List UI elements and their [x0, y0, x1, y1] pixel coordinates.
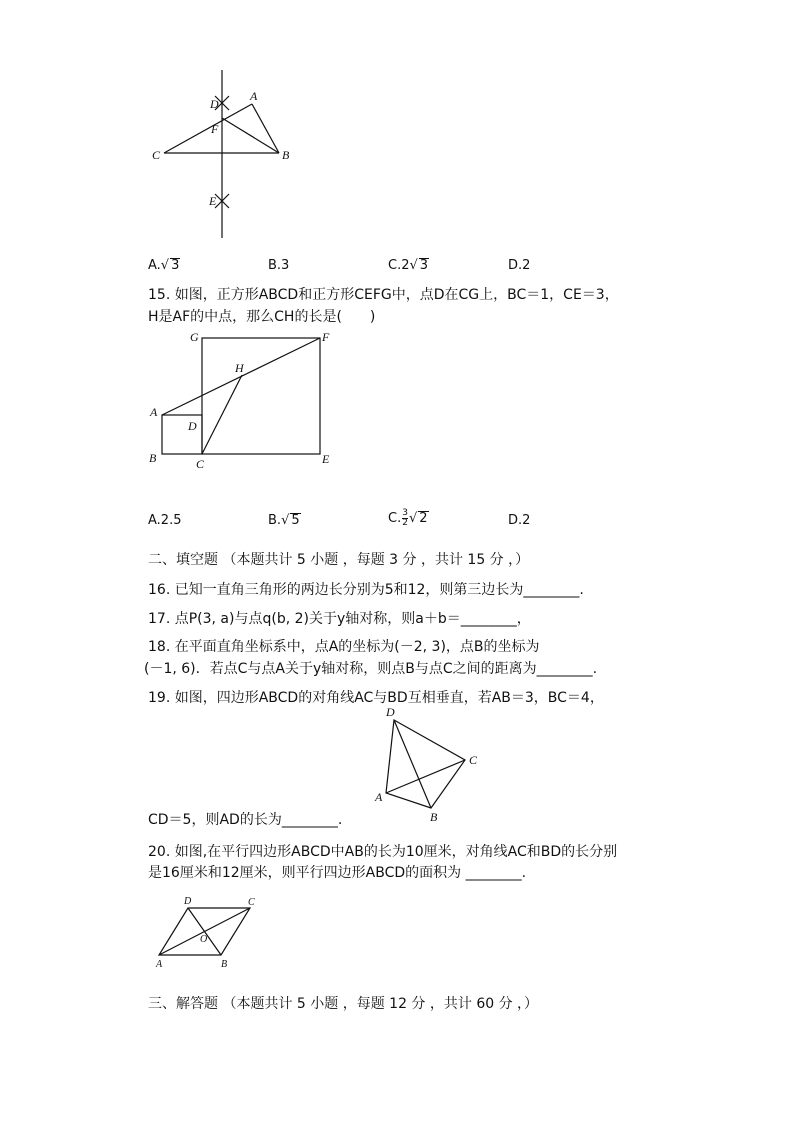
fig15-label-A: A	[150, 405, 158, 419]
fig19-label-A: A	[375, 790, 383, 804]
fig20-label-B: B	[221, 959, 228, 970]
q15-option-b-prefix: B.	[268, 513, 282, 528]
q15-option-c-radicand: 2	[419, 511, 428, 526]
q14-option-a	[148, 258, 180, 273]
sqrt-icon: √	[408, 511, 418, 526]
q17-text: 17. 点P(3, a)与点q(b, 2)关于y轴对称，则a＋b＝________，	[148, 611, 531, 627]
fig20-label-A: A	[156, 959, 163, 970]
fig15-segment-CH	[202, 375, 242, 454]
q15-option-c-num: 3	[402, 508, 408, 518]
fig14-label-C: C	[152, 148, 161, 162]
q15-option-c	[388, 509, 429, 528]
sqrt-icon: √	[409, 258, 418, 273]
fig19-label-B: B	[430, 810, 438, 824]
fig15-label-C: C	[196, 457, 205, 471]
fig14-arc-E2	[215, 194, 229, 208]
sqrt-icon: √	[281, 513, 290, 528]
q15-option-c-den: 2	[402, 518, 408, 528]
fig14-label-A: A	[250, 89, 258, 103]
fig19-label-D: D	[386, 705, 395, 719]
fig15-label-F: F	[322, 330, 330, 344]
fig14-arc-D2	[215, 96, 229, 110]
fig14-label-F: F	[211, 122, 219, 136]
q19-line2: CD＝5，则AD的长为________.	[148, 812, 343, 828]
fig19-label-C: C	[469, 753, 478, 767]
fig14-segment-CA	[164, 104, 252, 153]
fig15-square-CEFG	[202, 338, 320, 454]
fig19-diagonal-BD	[394, 720, 431, 808]
fig20-parallelogram	[159, 908, 250, 955]
q15-option-b	[268, 513, 301, 528]
fig14-label-B: B	[282, 148, 290, 162]
fig15-label-G: G	[190, 330, 199, 344]
section3-title: 三、解答题 （本题共计 5 小题 ，每题 12 分 ，共计 60 分 ，）	[148, 996, 539, 1012]
fig14-arc-E1	[215, 194, 229, 208]
q20-line2: 是16厘米和12厘米，则平行四边形ABCD的面积为 ________.	[148, 865, 527, 881]
fig14-segment-AB	[252, 104, 279, 153]
q20-line1: 20. 如图,在平行四边形ABCD中AB的长为10厘米，对角线AC和BD的长分别	[148, 844, 618, 860]
fig19-quadrilateral	[386, 720, 465, 808]
fig15-label-D: D	[188, 419, 197, 433]
q18-line1: 18. 在平面直角坐标系中，点A的坐标为(－2, 3)，点B的坐标为	[148, 639, 540, 655]
fig15-square-ABCD	[162, 415, 202, 454]
q15-option-c-fraction	[402, 509, 408, 528]
fig20-diagonal-AC	[159, 908, 250, 955]
fig20-label-O: O	[200, 934, 208, 945]
fig20-label-C: C	[248, 897, 255, 908]
fig19-diagonal-AC	[386, 760, 465, 793]
q15-option-d: D.2	[508, 513, 531, 528]
section2-title: 二、填空题 （本题共计 5 小题 ，每题 3 分 ，共计 15 分 ，）	[148, 552, 530, 568]
fig14-label-D: D	[210, 97, 219, 111]
q15-option-a: A.2.5	[148, 513, 182, 528]
fig20-diagonal-BD	[188, 908, 221, 955]
q14-option-a-radicand: 3	[171, 258, 180, 273]
fig20-label-D: D	[184, 896, 192, 907]
fig14-segment-DB	[222, 118, 279, 153]
q15-option-c-prefix: C.	[388, 511, 402, 526]
q18-line2: (－1, 6)．若点C与点A关于y轴对称，则点B与点C之间的距离为________.	[144, 661, 598, 677]
q15-line2: H是AF的中点，那么CH的长是( )	[148, 309, 376, 325]
q15-line1: 15. 如图，正方形ABCD和正方形CEFG中，点D在CG上，BC＝1，CE＝3，	[148, 287, 619, 303]
fig15-label-H: H	[235, 361, 244, 375]
q14-option-b: B.3	[268, 258, 290, 273]
q14-option-d: D.2	[508, 258, 531, 273]
q15-option-b-radicand: 5	[291, 513, 300, 528]
q14-option-a-prefix: A.	[148, 258, 161, 273]
fig15-segment-AF	[162, 338, 320, 415]
fig15-label-E: E	[322, 452, 330, 466]
fig14-arc-D1	[215, 96, 229, 110]
q19-line1: 19. 如图，四边形ABCD的对角线AC与BD互相垂直，若AB＝3，BC＝4，	[148, 690, 604, 706]
q14-option-c-prefix: C.2	[388, 258, 410, 273]
q14-option-c	[388, 258, 429, 273]
q14-option-c-radicand: 3	[419, 258, 429, 273]
fig15-label-B: B	[149, 451, 157, 465]
fig14-label-E: E	[209, 194, 217, 208]
q16-text: 16. 已知一直角三角形的两边长分别为5和12，则第三边长为________.	[148, 582, 584, 598]
sqrt-icon: √	[160, 258, 170, 273]
